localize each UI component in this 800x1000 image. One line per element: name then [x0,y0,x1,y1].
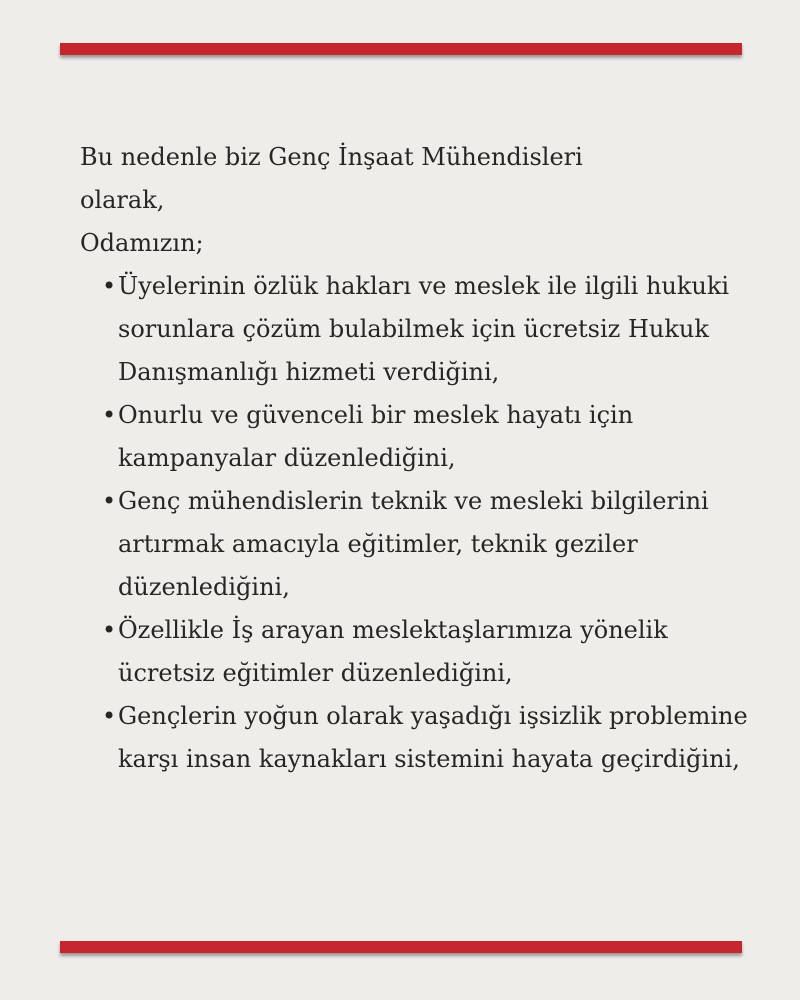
bullet-dot-icon: • [102,702,117,730]
list-item-text: Genç mühendislerin teknik ve mesleki bilgilerini artırmak amacıyla eğitimler, teknik geziler düzenlediğini, [118,487,709,601]
list-item [80,609,760,695]
list-item [80,394,760,480]
list-item [80,480,760,609]
bullet-dot-icon: • [102,616,117,644]
top-red-rule [60,43,742,55]
list-item-text: Onurlu ve güvenceli bir meslek hayatı için kampanyalar düzenlediğini, [118,401,634,472]
bullet-list [80,265,760,781]
intro-line-3: Odamızın; [80,229,204,257]
list-item [80,265,760,394]
bullet-dot-icon: • [102,401,117,429]
list-item-text: Gençlerin yoğun olarak yaşadığı işsizlik problemine karşı insan kaynakları sistemini hayata geçirdiğini, [118,702,748,773]
intro-line-2: olarak, [80,186,165,214]
list-item-text: Üyelerinin özlük hakları ve meslek ile ilgili hukuki sorunlara çözüm bulabilmek için ücretsiz Hukuk Danışmanlığı hizmeti verdiğini, [118,272,730,386]
intro-line-1: Bu nedenle biz Genç İnşaat Mühendisleri [80,143,583,171]
bottom-red-rule [60,941,742,953]
bullet-dot-icon: • [102,272,117,300]
bullet-dot-icon: • [102,487,117,515]
document-body [80,136,760,781]
list-item-text: Özellikle İş arayan meslektaşlarımıza yönelik ücretsiz eğitimler düzenlediğini, [118,616,668,687]
list-item [80,695,760,781]
